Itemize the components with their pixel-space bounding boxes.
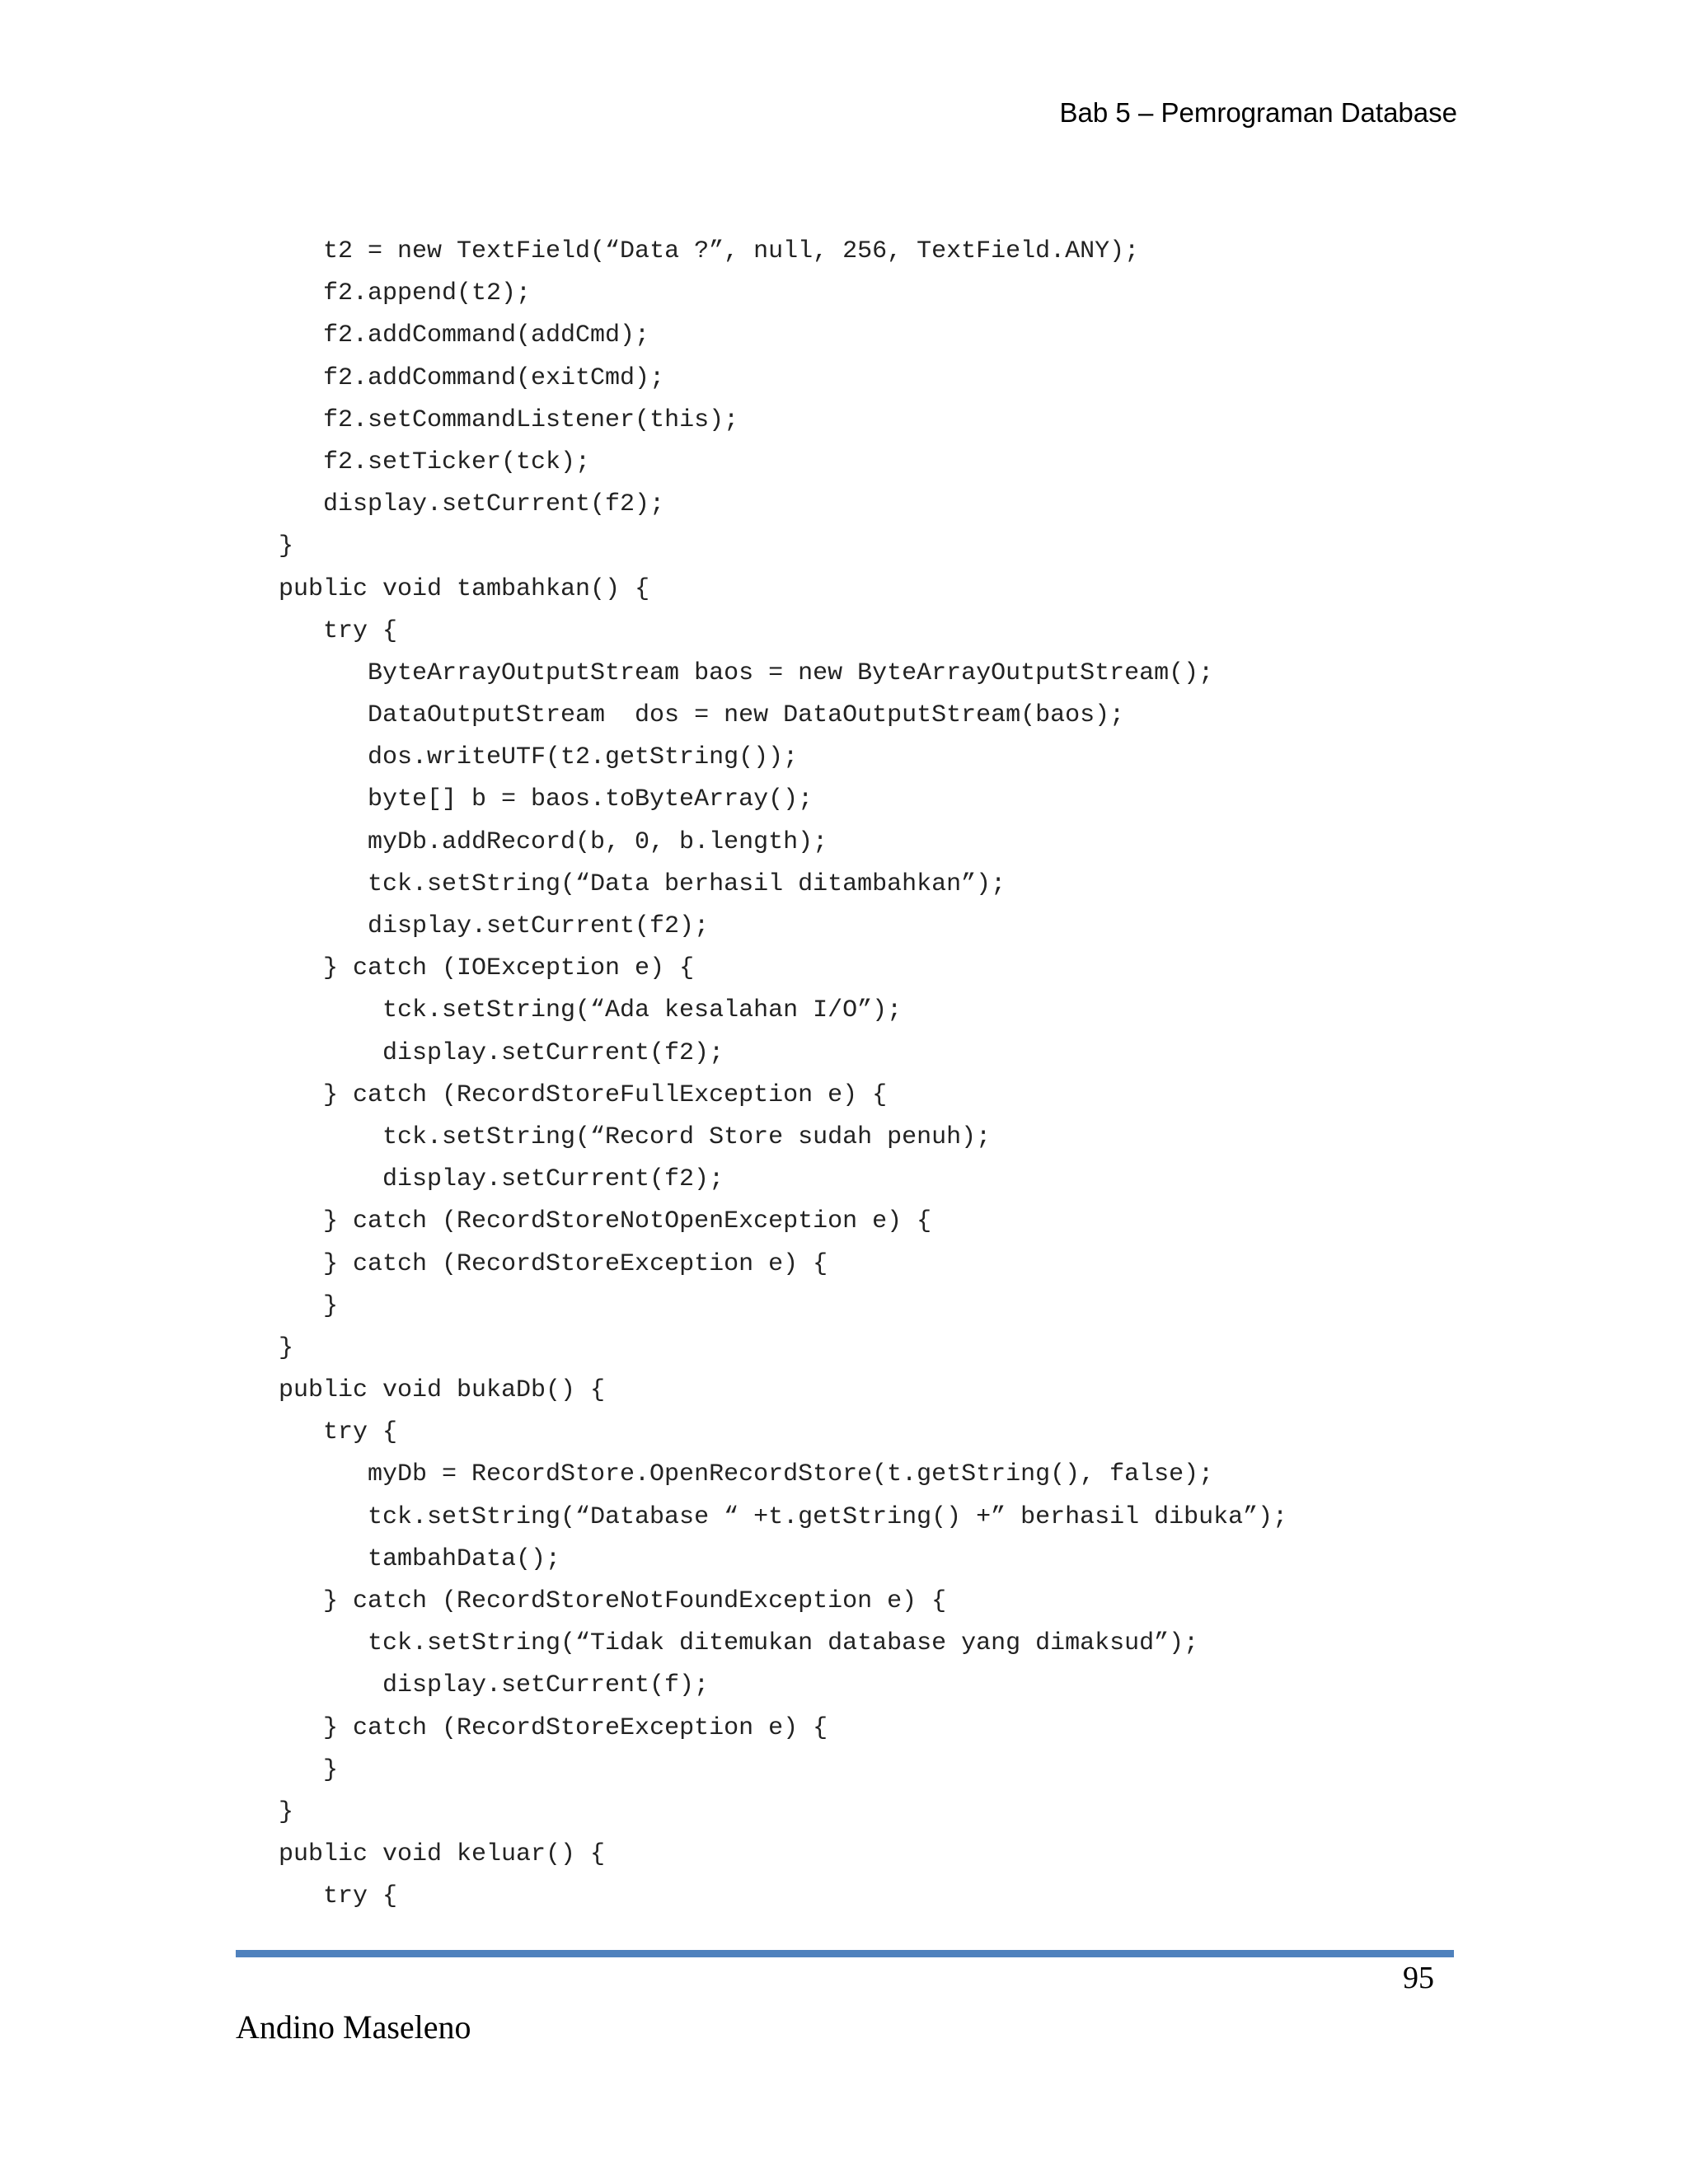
code-line: } catch (RecordStoreNotFoundException e) { (323, 1587, 947, 1615)
code-line: try { (323, 1418, 398, 1447)
code-line: display.setCurrent(f); (382, 1671, 710, 1700)
code-line: myDb.addRecord(b, 0, b.length); (368, 827, 828, 856)
footer-divider (236, 1950, 1454, 1957)
code-line: f2.setCommandListener(this); (323, 405, 739, 434)
code-line: t2 = new TextField(“Data ?”, null, 256, TextField.ANY); (323, 237, 1140, 265)
code-line: } (279, 1797, 294, 1826)
code-line: tck.setString(“Database “ +t.getString() +” berhasil dibuka”); (368, 1502, 1288, 1531)
code-line: tambahData(); (368, 1544, 561, 1573)
code-line: tck.setString(“Record Store sudah penuh); (382, 1122, 992, 1151)
code-line: } catch (RecordStoreFullException e) { (323, 1080, 888, 1109)
code-line: } catch (RecordStoreNotOpenException e) { (323, 1207, 932, 1236)
code-line: myDb = RecordStore.OpenRecordStore(t.getString(), false); (368, 1460, 1214, 1489)
code-line: display.setCurrent(f2); (368, 912, 710, 940)
code-line: dos.writeUTF(t2.getString()); (368, 743, 799, 772)
code-line: byte[] b = baos.toByteArray(); (368, 785, 814, 814)
code-line: tck.setString(“Data berhasil ditambahkan”); (368, 869, 1006, 898)
code-line: f2.addCommand(exitCmd); (323, 363, 665, 392)
code-line: DataOutputStream dos = new DataOutputStream(baos); (368, 701, 1125, 730)
author-name: Andino Maseleno (236, 2008, 471, 2046)
code-line: display.setCurrent(f2); (382, 1165, 724, 1194)
code-line: } catch (IOException e) { (323, 954, 695, 983)
code-line: } (323, 1291, 339, 1320)
code-line: } (279, 1333, 294, 1362)
code-line: } (323, 1755, 339, 1784)
code-line: f2.addCommand(addCmd); (323, 321, 650, 350)
code-line: tck.setString(“Ada kesalahan I/O”); (382, 996, 903, 1025)
page-number: 95 (1403, 1961, 1434, 1995)
code-line: f2.setTicker(tck); (323, 448, 591, 476)
code-line: display.setCurrent(f2); (382, 1038, 724, 1067)
code-line: f2.append(t2); (323, 279, 532, 308)
chapter-header: Bab 5 – Pemrograman Database (1059, 97, 1457, 128)
code-line: try { (323, 616, 398, 645)
code-line: public void bukaDb() { (279, 1376, 606, 1405)
code-line: } catch (RecordStoreException e) { (323, 1713, 828, 1742)
code-line: public void keluar() { (279, 1840, 606, 1869)
code-line: ByteArrayOutputStream baos = new ByteArrayOutputStream(); (368, 658, 1214, 687)
code-listing (279, 231, 1287, 1919)
code-line: } catch (RecordStoreException e) { (323, 1249, 828, 1278)
code-line: display.setCurrent(f2); (323, 490, 665, 519)
code-line: tck.setString(“Tidak ditemukan database yang dimaksud”); (368, 1629, 1199, 1658)
code-line: public void tambahkan() { (279, 574, 650, 603)
code-line: } (279, 532, 294, 561)
code-line: try { (323, 1882, 398, 1911)
